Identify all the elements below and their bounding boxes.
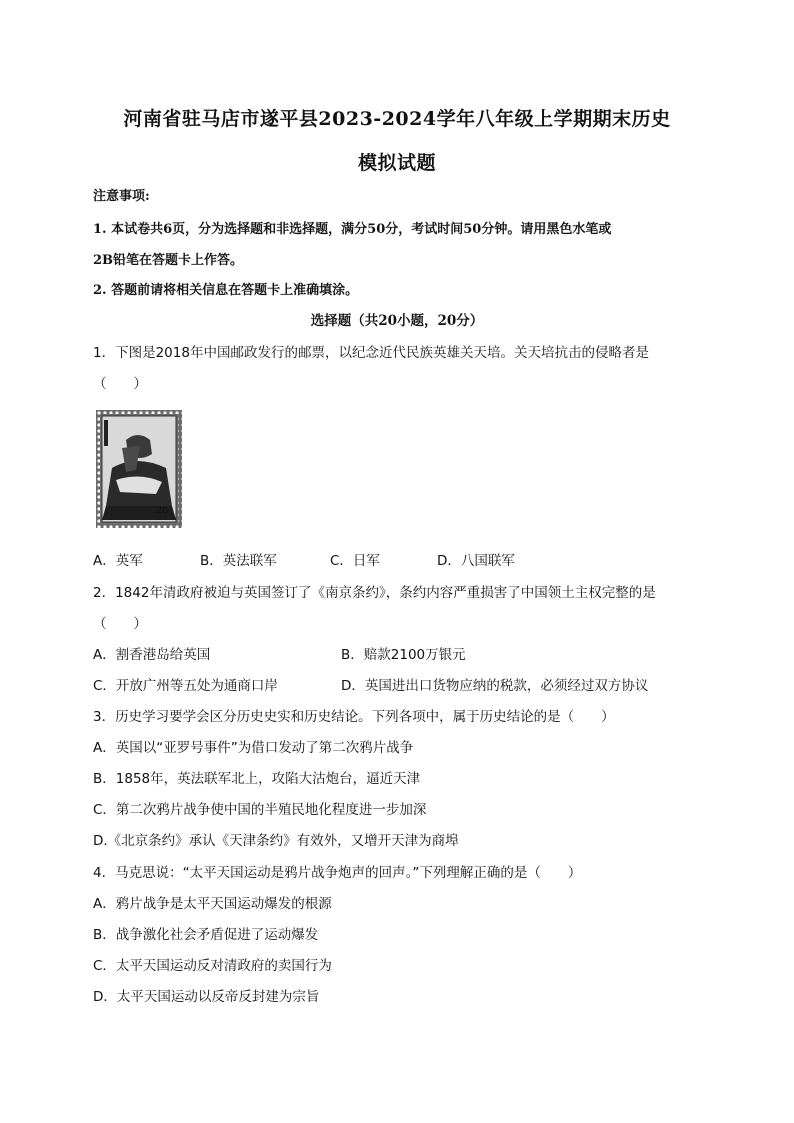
note-item-1-line1: 1. 本试卷共6页，分为选择题和非选择题，满分50分，考试时间50分钟。请用黑色水笔或 <box>93 222 612 237</box>
q1-option-d[interactable]: D．八国联军 <box>437 553 515 569</box>
q3-option-a[interactable]: A．英国以“亚罗号事件”为借口发动了第二次鸦片战争 <box>93 740 414 756</box>
note-item-2: 2. 答题前请将相关信息在答题卡上准确填涂。 <box>93 283 359 298</box>
q3-stem: 3．历史学习要学会区分历史史实和历史结论。下列各项中，属于历史结论的是（ ） <box>93 709 615 725</box>
q1-stem: 1．下图是2018年中国邮政发行的邮票，以纪念近代民族英雄关天培。关天培抗击的侵略者是 <box>93 345 649 361</box>
q1-blank: （ ） <box>93 376 147 392</box>
q2-option-b[interactable]: B．赔款2100万银元 <box>341 647 466 663</box>
q1-option-c[interactable]: C．日军 <box>330 553 380 569</box>
q1-option-a[interactable]: A．英军 <box>93 553 143 569</box>
q3-option-d[interactable]: D.《北京条约》承认《天津条约》有效外，又增开天津为商埠 <box>93 833 459 849</box>
notes-heading: 注意事项: <box>93 189 150 204</box>
exam-title-line2: 模拟试题 <box>357 152 436 174</box>
q2-stem: 2．1842年清政府被迫与英国签订了《南京条约》，条约内容严重损害了中国领土主权完整的是 <box>93 585 656 601</box>
q4-option-d[interactable]: D．太平天国运动以反帝反封建为宗旨 <box>93 989 320 1005</box>
q1-option-b[interactable]: B．英法联军 <box>200 553 277 569</box>
q2-option-a[interactable]: A．割香港岛给英国 <box>93 647 211 663</box>
q2-option-c[interactable]: C．开放广州等五处为通商口岸 <box>93 678 278 694</box>
q4-option-b[interactable]: B．战争激化社会矛盾促进了运动爆发 <box>93 927 319 943</box>
note-item-1-line2: 2B铅笔在答题卡上作答。 <box>93 253 244 268</box>
section-title: 选择题（共20小题，20分） <box>310 313 484 329</box>
q2-option-d[interactable]: D．英国进出口货物应纳的税款，必须经过双方协议 <box>341 678 649 694</box>
q3-option-c[interactable]: C．第二次鸦片战争使中国的半殖民地化程度进一步加深 <box>93 802 427 818</box>
q4-option-a[interactable]: A．鸦片战争是太平天国运动爆发的根源 <box>93 896 332 912</box>
q3-option-b[interactable]: B．1858年，英法联军北上，攻陷大沽炮台，逼近天津 <box>93 771 421 787</box>
stamp-image <box>96 410 182 528</box>
q4-option-c[interactable]: C．太平天国运动反对清政府的卖国行为 <box>93 958 332 974</box>
stamp-value: 20 <box>156 506 168 516</box>
q4-stem: 4．马克思说：“太平天国运动是鸦片战争炮声的回声。”下列理解正确的是（ ） <box>93 865 582 881</box>
exam-title-line1: 河南省驻马店市遂平县2023-2024学年八年级上学期期末历史 <box>123 108 671 130</box>
q2-blank: （ ） <box>93 616 147 632</box>
